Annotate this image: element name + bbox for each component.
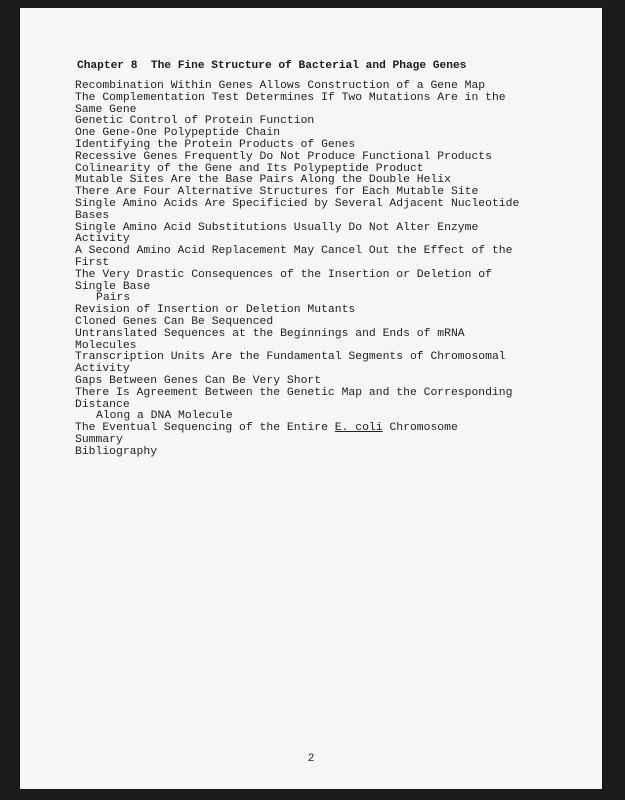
- toc-entry: Gaps Between Genes Can Be Very Short: [75, 374, 322, 387]
- toc-entry: First: [75, 256, 110, 269]
- toc-entry: Activity: [75, 233, 130, 246]
- toc-entry: Revision of Insertion or Deletion Mutants: [75, 304, 356, 317]
- species-name: E. coli: [334, 422, 383, 435]
- toc-entry: The Complementation Test Determines If Two Mutations Are in the: [75, 91, 506, 104]
- table-of-contents: [75, 81, 519, 459]
- toc-entry: Identifying the Protein Products of Genes: [75, 138, 356, 151]
- toc-entry: A Second Amino Acid Replacement May Cancel Out the Effect of the: [75, 245, 513, 258]
- chapter-heading: Chapter 8 The Fine Structure of Bacterial and Phage Genes: [77, 60, 467, 72]
- toc-entry: Cloned Genes Can Be Sequenced: [75, 315, 274, 328]
- toc-entry: Single Amino Acids Are Specificied by Several Adjacent Nucleotide: [75, 197, 520, 210]
- toc-entry-indented: Pairs: [96, 292, 131, 305]
- toc-entry: Molecules: [75, 339, 137, 352]
- toc-entry-text: The Eventual Sequencing of the Entire: [75, 422, 335, 435]
- toc-entry: Same Gene: [75, 103, 137, 116]
- toc-entry: Recessive Genes Frequently Do Not Produce Functional Products: [75, 150, 492, 163]
- toc-entry: Untranslated Sequences at the Beginnings and Ends of mRNA: [75, 327, 465, 340]
- toc-entry: Single Amino Acid Substitutions Usually Do Not Alter Enzyme: [75, 221, 479, 234]
- toc-entry: Colinearity of the Gene and Its Polypeptide Product: [75, 162, 424, 175]
- toc-entry: There Are Four Alternative Structures for Each Mutable Site: [75, 186, 479, 199]
- page-number: 2: [307, 753, 315, 765]
- toc-entry-summary: Summary: [75, 433, 123, 446]
- toc-entry: Single Base: [75, 280, 151, 293]
- toc-entry-ecoli: [75, 423, 519, 435]
- toc-entry: Genetic Control of Protein Function: [75, 115, 315, 128]
- toc-entry-indented: Along a DNA Molecule: [96, 410, 233, 423]
- toc-entry: Distance: [75, 398, 130, 411]
- toc-entry: There Is Agreement Between the Genetic Map and the Corresponding: [75, 386, 513, 399]
- toc-entry: Activity: [75, 363, 130, 376]
- toc-entry: The Very Drastic Consequences of the Insertion or Deletion of: [75, 268, 492, 281]
- toc-entry: Bases: [75, 209, 110, 222]
- toc-entry: Recombination Within Genes Allows Construction of a Gene Map: [75, 80, 486, 92]
- toc-entry: Transcription Units Are the Fundamental Segments of Chromosomal: [75, 351, 506, 364]
- toc-entry: One Gene-One Polypeptide Chain: [75, 127, 281, 140]
- toc-entry-bibliography: Bibliography: [75, 445, 158, 458]
- toc-entry-text: Chromosome: [382, 422, 458, 435]
- toc-entry: Mutable Sites Are the Base Pairs Along the Double Helix: [75, 174, 451, 187]
- document-page: [20, 8, 602, 789]
